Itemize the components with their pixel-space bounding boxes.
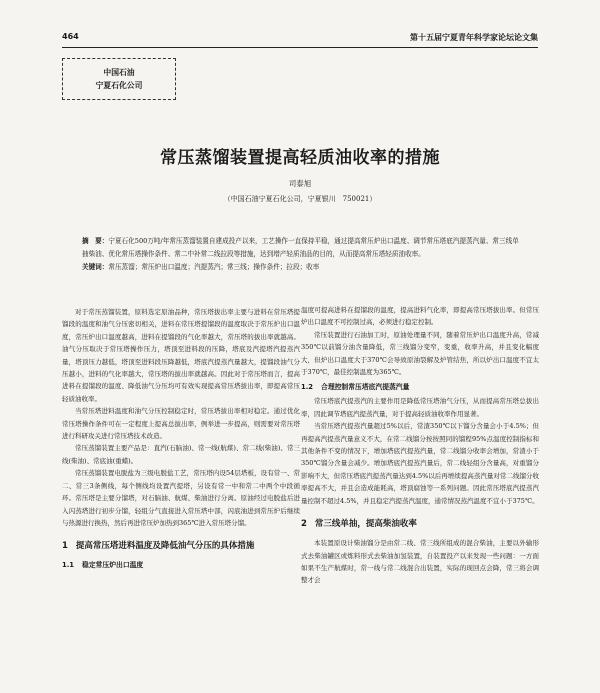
body-paragraph: 常压蒸馏装置主要产品是：直汽(石脑油)、常一线(航煤)、常二线(柴油)、常三线(柴油)、常底油(重蜡)。 [62, 444, 300, 465]
left-column [62, 306, 300, 573]
body-paragraph: 常压蒸馏装置电脱盐为三级电脱盐工艺，常压塔内设54层塔板，设有常一、常二、常三3条侧线，每个侧线均设置汽提塔，另设有常一中和常二中两个中段循环。常压塔是主要分馏塔，对石脑油、航煤、柴油进行分离。原油经过电脱盐后进入闪蒸塔进行初步分馏，轻组分气直接进入常压塔中部，闪底油进到常压炉后继续与热源进行换热，然后再进常压炉加热到365℃进入常压塔分馏。 [62, 469, 300, 527]
subsection-heading-1-2 [301, 381, 539, 393]
subsection-heading-1-1 [62, 559, 300, 571]
keywords-text: 常压蒸馏；常压炉出口温度；汽提蒸汽；常三线；操作条件；拉段；收率 [108, 263, 320, 272]
author-institution: （中国石油宁夏石化公司，宁夏银川 750021） [223, 195, 377, 203]
journal-title: 第十五届宁夏青年科学家论坛论文集 [410, 33, 538, 42]
paper-title: 常压蒸馏装置提高轻质油收率的措施 [160, 148, 440, 168]
header-rule [62, 47, 538, 48]
keywords-label: 关键词： [82, 263, 109, 272]
subsection-number: 1.2 [301, 383, 314, 392]
body-paragraph: 对于常压蒸馏装置，原料选定原油品种，常压塔拔出率主要与进料在常压塔提馏段的温度和油气分压密切相关，进料在常压塔提馏段的温度取决于常压炉出口温度，常压炉出口温度越高，进料在提馏段的气化率越大，常压塔的拔出率就越高。油气分压取决于常压塔操作压力，塔顶至进料段的压降，塔底及汽提塔汽提蒸汽量，塔顶压力越低，塔顶至进料段压降越低，塔底汽提蒸汽量越大，提馏段油气分压越小，进料的气化率越大，常压塔的拔出率就越高。因此对于常压塔而言，提高进料在提馏段的温度、降低油气分压均可有效实现提高常压塔拔出率，即提高常压轻质油收率。 [62, 308, 300, 403]
body-paragraph: 当常压塔进料温度和油气分压控制稳定时，常压塔拔出率相对稳定。通过优化常压塔操作条件可在一定程度上提高总拔出率，例举进一步提高，则需要对常压塔进行科研攻关进行常压塔技术改造。 [62, 407, 300, 441]
subsection-title: 合理控制常压塔底汽提蒸汽量 [321, 383, 410, 392]
section-number: 2 [301, 519, 307, 530]
author-name: 司泰旭 [288, 179, 312, 188]
page-number: 464 [62, 32, 79, 41]
subsection-number: 1.1 [62, 561, 75, 570]
section-number: 1 [62, 541, 68, 552]
subsection-title: 稳定常压炉出口温度 [82, 561, 144, 570]
abstract-label: 摘 要： [82, 237, 109, 245]
keywords [82, 261, 522, 274]
affiliation-box [62, 58, 176, 100]
body-paragraph: 常压塔底汽提蒸汽的主要作用是降低常压塔油气分压，从而提高常压塔总拔出率，因此调节塔底汽提蒸汽量，对于提高轻质油收率作用显著。 [301, 397, 539, 418]
section-title: 提高常压塔进料温度及降低油气分压的具体措施 [75, 541, 255, 552]
abstract [82, 235, 522, 261]
running-header [62, 32, 538, 44]
body-paragraph-continued: 温度可提高进料在提馏段的温度，提高进料气化率，即提高常压塔拔出率。但常压炉出口温度不可控制过高，必须进行稳定控制。 [301, 306, 539, 327]
right-column [301, 304, 539, 587]
body-paragraph: 常压装置进行石油加工时，原油处理量不同，随着常压炉出口温度升高，常减350℃以前馏分油含量降低，常三线馏分变窄，变重，收率升高，并且变化幅度大，但炉出口温度大于370℃会导致原油裂解及炉管结焦，所以炉出口温度不宜太于370℃，最佳控制温度为365℃。 [301, 330, 539, 377]
section-heading-1 [62, 539, 300, 553]
section-title: 常三线单抽，提高柴油收率 [314, 519, 417, 530]
affiliation-line1: 中国石油 [103, 68, 135, 77]
abstract-text: 宁夏石化500万吨/年常压蒸馏装置自建成投产以来，工艺操作一直保持平稳，通过提高常压炉出口温度、调节常压塔底汽提蒸汽量、常三线单抽柴油、优化常压塔操作条件、常二中补常二线拉段等措施，达到增产轻质油品的目的，从而提高常压塔轻质油收率。 [82, 237, 519, 259]
section-heading-2 [301, 517, 539, 531]
abstract-block [82, 235, 522, 275]
body-paragraph: 当常压塔汽提蒸汽量超过5%以后，常渣350℃以下馏分含量会小于4.5%；但再提高汽提蒸汽量意义不大，在常二线馏分按按照同的馏程95%点温度控制指标和其他条件不变的情况下，增加塔底汽提蒸汽量，常二线馏分收率会增加，常渣小于350℃馏分含量会减少。增加塔底汽提蒸汽量后，常二线轻组分含量高，对重馏分影响不大，但常压塔底汽提蒸汽量达到4.5%以后再增续提高蒸汽量对常二线馏分收率提高不大，并且会造成能耗高，塔顶腐蚀等一系列问题。因此常压塔底汽提蒸汽量控制不超过4.5%，并且稳定汽提蒸汽温度，通常情况蒸汽温度不宜小于375℃。 [301, 422, 539, 505]
affiliation-line2: 宁夏石化公司 [95, 81, 143, 90]
body-paragraph: 本装置原设计柴油馏分是由常二线、常三线所组成的混合柴油，主要以外输形式去柴油罐区或炼料形式去柴油加氢装置，自装置投产以来发现一些问题：一方面如果不生产航煤时，常一线与常二线混合出装置，实际的现回点会降，常三将会调整才会 [301, 539, 539, 585]
